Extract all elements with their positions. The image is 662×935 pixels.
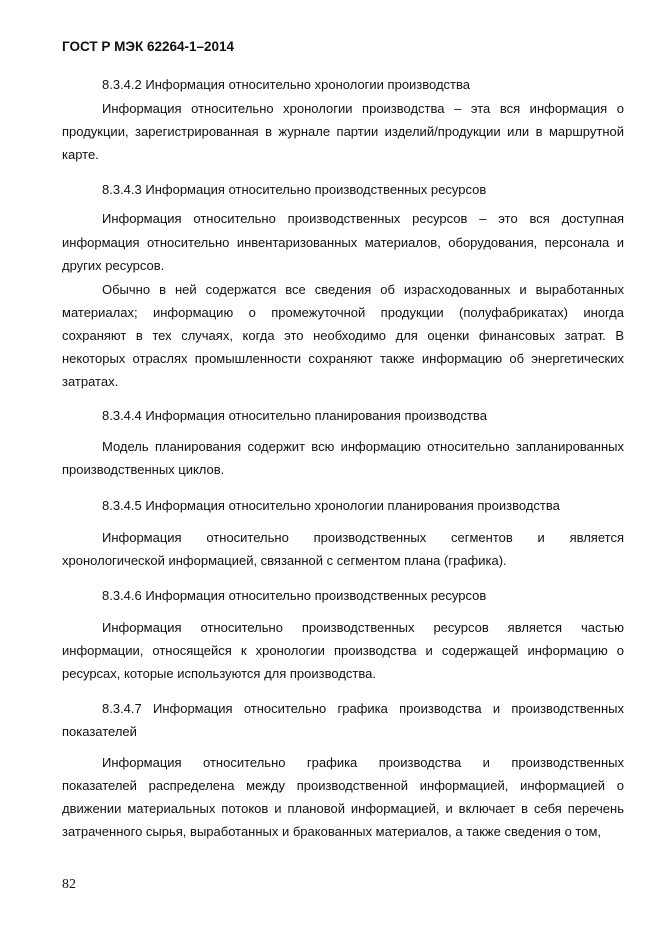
page-number: 82 [62,877,76,892]
paragraph-line: Обычно в ней содержатся все сведения об израсходованных и выработанных [102,282,624,297]
paragraph-line: хронологической информацией, связанной с сегментом плана (графика). [62,553,507,568]
paragraph-line: Информация относительно графика производства и производственных [102,755,624,770]
document-header: ГОСТ Р МЭК 62264-1–2014 [62,39,235,54]
section-heading-line: 8.3.4.6 Информация относительно производственных ресурсов [102,588,487,603]
paragraph-line: информация относительно инвентаризованных материалов, оборудования, персонала и [62,235,624,250]
section-heading-line: 8.3.4.4 Информация относительно планирования производства [102,408,487,423]
section-heading-line: 8.3.4.3 Информация относительно производственных ресурсов [102,182,487,197]
paragraph-line: информации, относящейся к хронологии производства и содержащей информацию о [62,643,624,658]
paragraph-line: Информация относительно хронологии производства – эта вся информация о [102,101,624,116]
section-heading-line: 8.3.4.2 Информация относительно хронологии производства [102,77,471,92]
paragraph-line: Модель планирования содержит всю информацию относительно запланированных [102,439,624,454]
paragraph-line: продукции, зарегистрированная в журнале партии изделий/продукции или в маршрутной [62,124,624,139]
paragraph-line: карте. [62,147,99,162]
paragraph-line: затратах. [62,374,119,389]
paragraph-line: движении материальных потоков и плановой информацией, и включает в себя перечень [62,801,624,816]
section-heading-line: 8.3.4.5 Информация относительно хронологии планирования производства [102,498,560,513]
paragraph-line: производственных циклов. [62,462,225,477]
paragraph-line: показателей распределена между производственной информацией, информацией о [62,778,624,793]
paragraph-line: Информация относительно производственных ресурсов – это вся доступная [102,211,624,226]
paragraph-line: ресурсах, которые используются для производства. [62,666,376,681]
section-heading-line: 8.3.4.7 Информация относительно графика производства и производственных [102,701,624,716]
paragraph-line: сохраняют в тех случаях, когда это необходимо для оценки финансовых затрат. В [62,328,624,343]
paragraph-line: затраченного сырья, выработанных и бракованных материалов, а также сведения о том, [62,824,602,839]
section-heading-line: показателей [62,724,137,739]
paragraph-line: Информация относительно производственных сегментов и является [102,530,624,545]
paragraph-line: других ресурсов. [62,258,165,273]
paragraph-line: некоторых отраслях промышленности сохраняют также информацию об энергетических [62,351,624,366]
paragraph-line: Информация относительно производственных ресурсов является частью [102,620,624,635]
paragraph-line: материалах; информацию о промежуточной продукции (полуфабрикатах) иногда [62,305,624,320]
